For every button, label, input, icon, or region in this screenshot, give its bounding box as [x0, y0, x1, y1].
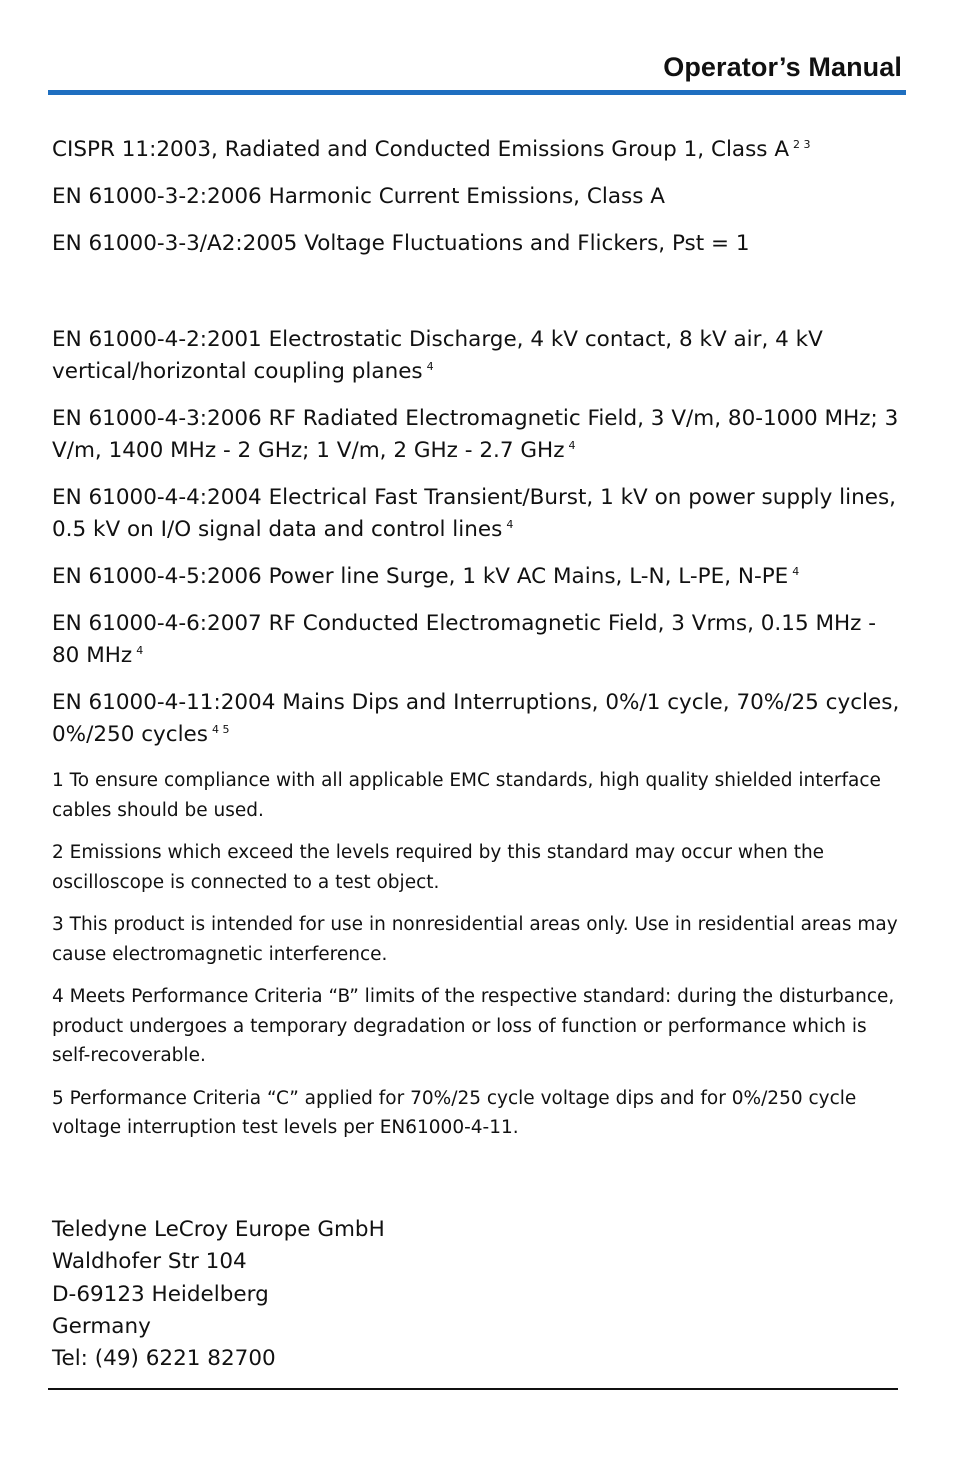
country: Germany [52, 1313, 151, 1339]
emission-standard [52, 181, 902, 213]
standard-text: EN 61000-3-3/A2:2005 Voltage Fluctuations and Flickers, Pst = 1 [52, 231, 750, 256]
footnote-ref: 4 [568, 438, 576, 452]
emission-standard [52, 134, 902, 166]
immunity-standard [52, 687, 902, 751]
standard-text: EN 61000-4-3:2006 RF Radiated Electromagnetic Field, 3 V/m, 80-1000 MHz; 3 V/m, 1400 MHz - 2 GHz; 1 V/m, 2 GHz - 2.7 GHz [52, 406, 899, 463]
footnote: 1 To ensure compliance with all applicable EMC standards, high quality shielded interface cables should be used. [52, 770, 881, 821]
footnote: 4 Meets Performance Criteria “B” limits of the respective standard: during the disturbance, product undergoes a temporary degradation or loss of function or performance which is self-recoverable. [52, 986, 895, 1066]
emission-standard [52, 228, 902, 260]
footnote-ref: 2 3 [793, 137, 811, 151]
company-address [52, 1214, 385, 1375]
footnote-ref: 4 [426, 359, 434, 373]
immunity-standard [52, 403, 902, 467]
standard-text: EN 61000-4-2:2001 Electrostatic Discharge, 4 kV contact, 8 kV air, 4 kV vertical/horizontal coupling planes [52, 327, 823, 384]
footnote-ref: 4 5 [212, 722, 230, 736]
header-rule [48, 90, 906, 95]
footnote: 3 This product is intended for use in nonresidential areas only. Use in residential areas may cause electromagnetic interference. [52, 914, 898, 965]
immunity-standard [52, 608, 902, 672]
standard-text: EN 61000-3-2:2006 Harmonic Current Emissions, Class A [52, 184, 665, 209]
footnote: 2 Emissions which exceed the levels required by this standard may occur when the oscilloscope is connected to a test object. [52, 842, 825, 893]
footnote: 5 Performance Criteria “C” applied for 70%/25 cycle voltage dips and for 0%/250 cycle voltage interruption test levels per EN61000-4-11. [52, 1087, 857, 1138]
section-spacer [52, 275, 902, 324]
footer-rule [48, 1388, 898, 1390]
standard-text: CISPR 11:2003, Radiated and Conducted Emissions Group 1, Class A [52, 137, 790, 162]
footnote-ref: 4 [792, 564, 800, 578]
standard-text: EN 61000-4-5:2006 Power line Surge, 1 kV AC Mains, L-N, L-PE, N-PE [52, 564, 789, 589]
street-address: Waldhofer Str 104 [52, 1249, 247, 1275]
standards-section [52, 134, 902, 1156]
footnote-ref: 4 [506, 517, 514, 531]
city-postcode: D-69123 Heidelberg [52, 1281, 269, 1307]
standard-text: EN 61000-4-11:2004 Mains Dips and Interruptions, 0%/1 cycle, 70%/25 cycles, 0%/250 cycles [52, 690, 900, 747]
immunity-standard [52, 561, 902, 593]
standard-text: EN 61000-4-6:2007 RF Conducted Electromagnetic Field, 3 Vrms, 0.15 MHz - 80 MHz [52, 611, 877, 668]
company-name: Teledyne LeCroy Europe GmbH [52, 1217, 385, 1242]
immunity-standard [52, 482, 902, 546]
telephone: Tel: (49) 6221 82700 [52, 1346, 276, 1372]
immunity-standard [52, 324, 902, 388]
footnote-ref: 4 [136, 643, 144, 657]
standard-text: EN 61000-4-4:2004 Electrical Fast Transient/Burst, 1 kV on power supply lines, 0.5 kV on I/O signal data and control lines [52, 485, 896, 542]
page-header-title: Operator’s Manual [663, 52, 902, 82]
